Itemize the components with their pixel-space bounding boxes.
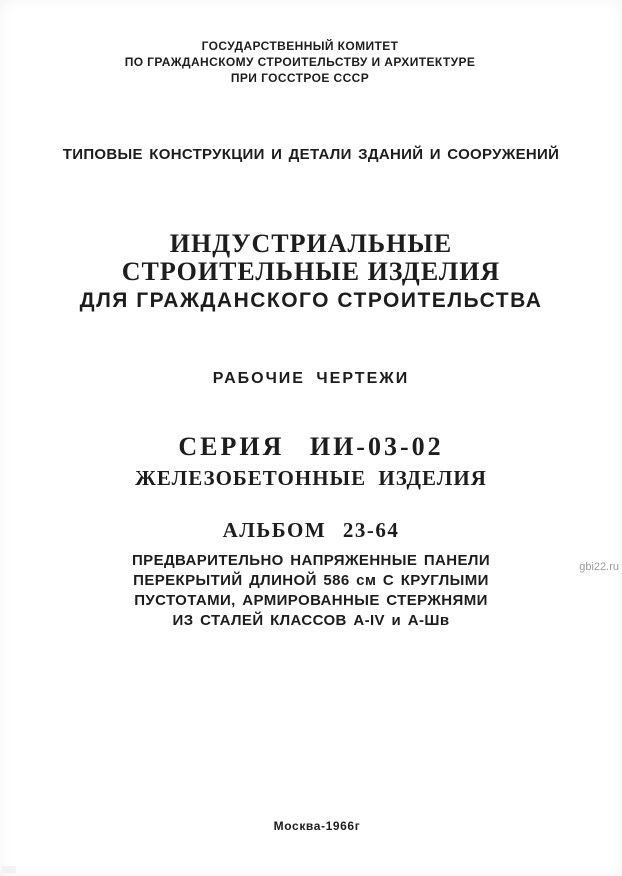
imprint: Москва-1966г: [273, 819, 361, 833]
album-description-line-2: ПЕРЕКРЫТИЙ ДЛИНОЙ 586 см С КРУГЛЫМИ: [133, 572, 489, 589]
title-line-3: ДЛЯ ГРАЖДАНСКОГО СТРОИТЕЛЬСТВА: [79, 289, 543, 312]
working-drawings-subtitle: РАБОЧИЕ ЧЕРТЕЖИ: [212, 370, 410, 387]
org-line-1: ГОСУДАРСТВЕННЫЙ КОМИТЕТ: [201, 39, 399, 53]
album-description-line-4: ИЗ СТАЛЕЙ КЛАССОВ А-IV и А-Шв: [172, 612, 450, 629]
album-description-line-3: ПУСТОТАМИ, АРМИРОВАННЫЕ СТЕРЖНЯМИ: [134, 592, 488, 609]
series-category: ЖЕЛЕЗОБЕТОННЫЕ ИЗДЕЛИЯ: [135, 466, 487, 490]
series-banner: ТИПОВЫЕ КОНСТРУКЦИИ И ДЕТАЛИ ЗДАНИЙ И СООРУЖЕНИЙ: [62, 146, 560, 163]
series-number: СЕРИЯ ИИ-03-02: [178, 432, 444, 461]
album-description-line-1: ПРЕДВАРИТЕЛЬНО НАПРЯЖЕННЫЕ ПАНЕЛИ: [131, 552, 491, 569]
main-title: [0, 230, 622, 313]
organization-header: [0, 38, 611, 86]
site-watermark: gbi22.ru: [579, 561, 619, 573]
title-line-2: СТРОИТЕЛЬНЫЕ ИЗДЕЛИЯ: [121, 257, 501, 286]
scan-artifact-mark: [2, 866, 16, 873]
title-line-1: ИНДУСТРИАЛЬНЫЕ: [169, 229, 453, 258]
album-number: АЛЬБОМ 23-64: [222, 518, 400, 542]
org-line-3: ПРИ ГОССТРОЕ СССР: [230, 71, 370, 85]
album-description: [0, 551, 622, 631]
org-line-2: ПО ГРАЖДАНСКОМУ СТРОИТЕЛЬСТВУ И АРХИТЕКТУРЕ: [124, 55, 476, 69]
